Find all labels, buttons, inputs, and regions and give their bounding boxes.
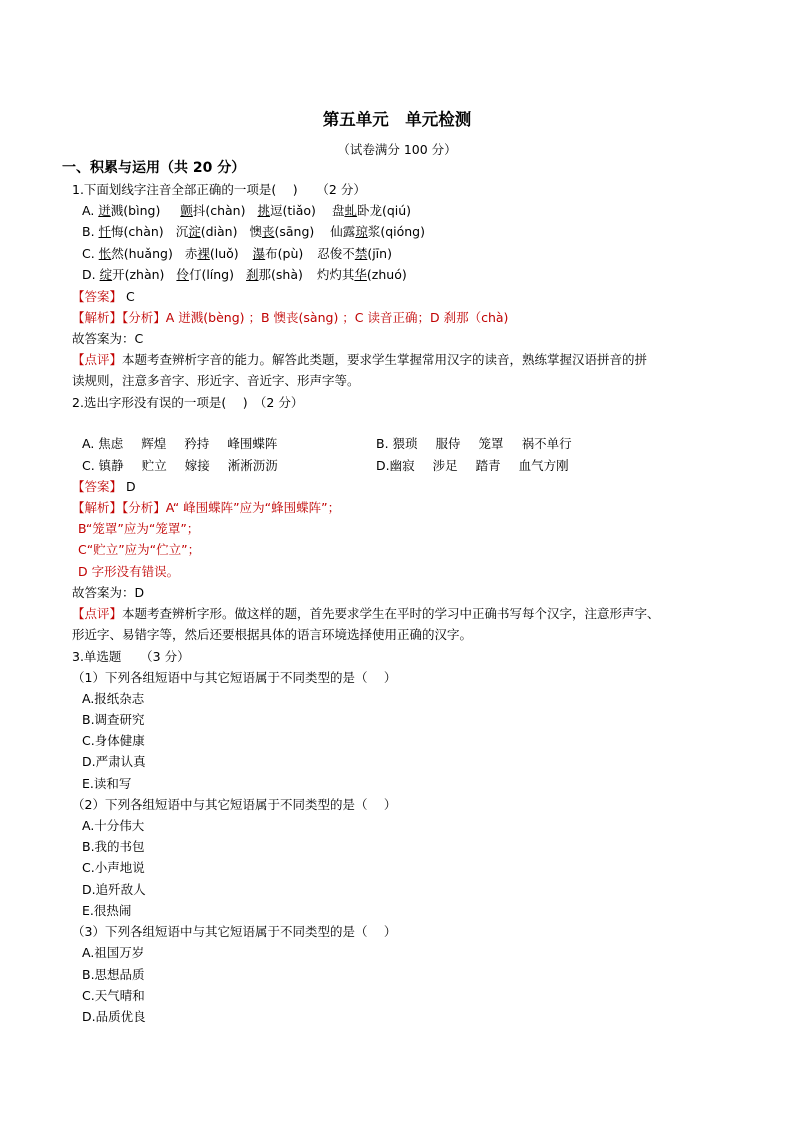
q3-sub2: （2）下列各组短语中与其它短语属于不同类型的是（ ）	[72, 797, 397, 812]
q3-stem: 3.单选题 （3 分）	[72, 649, 190, 664]
q1-answer: 【答案】 C	[72, 289, 135, 304]
q1-option-b: B. 忏悔(chàn) 沉淀(diàn) 懊丧(sāng) 仙露琼浆(qióng)	[82, 224, 425, 239]
page-title: 第五单元 单元检测	[322, 110, 472, 129]
q3-sub3-option: C.天气晴和	[82, 988, 145, 1003]
q1-comment: 【点评】本题考查辨析字音的能力。解答此类题，要求学生掌握常用汉字的读音，熟练掌握汉语拼音的拼	[72, 352, 648, 367]
q3-sub2-option: C.小声地说	[82, 860, 145, 875]
q3-sub1-option: E.读和写	[82, 776, 132, 791]
q3-sub2-option: B.我的书包	[82, 839, 145, 854]
q1-final-answer: 故答案为：C	[72, 331, 144, 346]
q2-stem: 2.选出字形没有误的一项是( ) （2 分）	[72, 395, 304, 410]
q2-analysis: 【解析】【分析】A“ 峰围蝶阵”应为“蜂围蝶阵”；	[72, 500, 341, 515]
q2-option-c: C. 镇静 贮立 嫁接 淅淅沥沥	[82, 458, 278, 473]
page-subtitle: （试卷满分 100 分）	[337, 142, 457, 157]
q3-sub2-option: D.追歼敌人	[82, 882, 146, 897]
q1-option-c: C. 怅然(huǎng) 赤裸(luǒ) 瀑布(pù) 忍俊不禁(jīn)	[82, 246, 392, 261]
section-heading: 一、积累与运用（共 20 分）	[62, 160, 246, 176]
q2-answer: 【答案】 D	[72, 479, 136, 494]
q2-option-a: A. 焦虑 辉煌 矜持 峰围蝶阵	[82, 436, 278, 451]
q1-comment-cont: 读规则，注意多音字、形近字、音近字、形声字等。	[72, 373, 360, 388]
q3-sub2-option: A.十分伟大	[82, 818, 145, 833]
q2-final-answer: 故答案为：D	[72, 585, 145, 600]
q3-sub3-option: A.祖国万岁	[82, 945, 145, 960]
q2-option-d: D.幽寂 涉足 踏青 血气方刚	[376, 458, 569, 473]
q3-sub3: （3）下列各组短语中与其它短语属于不同类型的是（ ）	[72, 924, 397, 939]
q1-stem: 1.下面划线字注音全部正确的一项是( ) （2 分）	[72, 182, 366, 197]
q3-sub3-option: D.品质优良	[82, 1009, 146, 1024]
q3-sub1-option: C.身体健康	[82, 733, 145, 748]
q2-analysis-d: D 字形没有错误。	[78, 564, 180, 579]
q3-sub1-option: B.调查研究	[82, 712, 145, 727]
q3-sub2-option: E.很热闹	[82, 903, 132, 918]
q2-comment: 【点评】本题考查辨析字形。做这样的题，首先要求学生在平时的学习中正确书写每个汉字，注意形声字、	[72, 606, 660, 621]
q2-comment-cont: 形近字、易错字等，然后还要根据具体的语言环境选择使用正确的汉字。	[72, 627, 473, 642]
q3-sub1-option: D.严肃认真	[82, 754, 146, 769]
q2-analysis-c: C“贮立”应为“伫立”；	[78, 542, 201, 557]
q2-option-b: B. 猥琐 服侍 笼罩 祸不单行	[376, 436, 572, 451]
q1-option-a: A. 迸溅(bìng) 颤抖(chàn) 挑逗(tiǎo) 盘虬卧龙(qiú)	[82, 203, 412, 218]
q1-analysis: 【解析】【分析】A 迸溅(bèng) ；B 懊丧(sàng) ；C 读音正确；D 刹那（chà)	[72, 310, 509, 325]
q3-sub1-option: A.报纸杂志	[82, 691, 145, 706]
q3-sub3-option: B.思想品质	[82, 967, 145, 982]
q2-analysis-b: B“笼罩”应为“笼罩”；	[78, 521, 200, 536]
q3-sub1: （1）下列各组短语中与其它短语属于不同类型的是（ ）	[72, 670, 397, 685]
q1-option-d: D. 绽开(zhàn) 伶仃(líng) 刹那(shà) 灼灼其华(zhuó)	[82, 267, 407, 282]
